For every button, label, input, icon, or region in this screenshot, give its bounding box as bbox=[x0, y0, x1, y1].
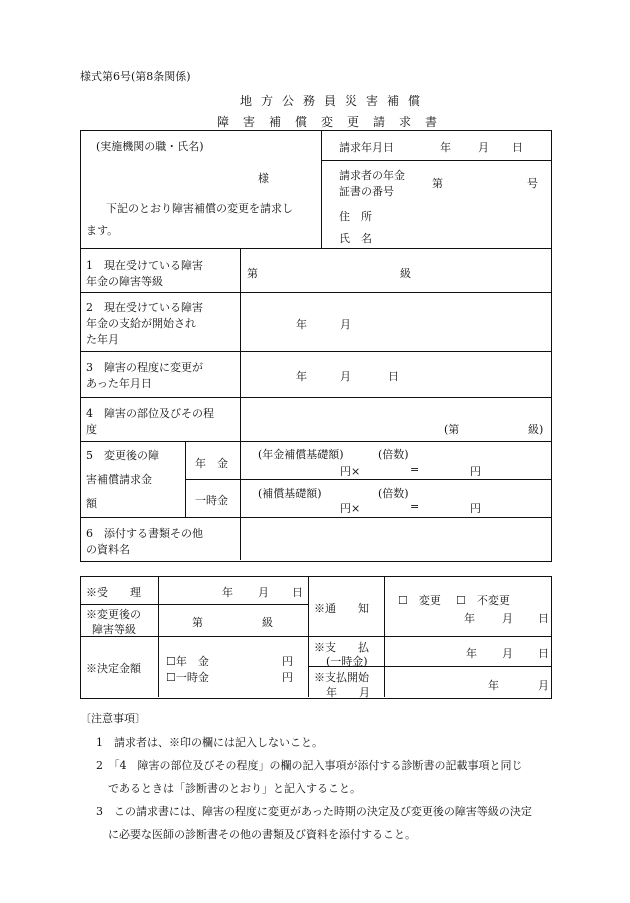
receipt-label: ※受 理 bbox=[86, 586, 141, 599]
grade-label: ※変更後の bbox=[86, 608, 141, 621]
item5-en1: 円 bbox=[470, 465, 481, 478]
institution-label: (実施機関の職・氏名) bbox=[96, 140, 204, 153]
item1-label: 1 現在受けている障害 bbox=[86, 259, 203, 272]
item4-label-2: 度 bbox=[86, 423, 97, 436]
decision-label: ※決定金額 bbox=[86, 662, 141, 675]
note-2-cont: であるときは「診断書のとおり」と記入すること。 bbox=[108, 782, 361, 795]
notice-label: ※通 知 bbox=[314, 602, 369, 615]
request-date-year: 年 bbox=[440, 141, 451, 154]
item5-label-3: 額 bbox=[86, 497, 97, 510]
item5-en-x2: 円× bbox=[340, 502, 361, 515]
item4-label: 4 障害の部位及びその程 bbox=[86, 407, 214, 420]
note-3: 3 この請求書には、障害の程度に変更があった時期の決定及び変更後の障害等級の決定 bbox=[96, 805, 532, 818]
item5-nenkin: 年 金 bbox=[195, 457, 228, 470]
pension-cert-label: 請求者の年金 bbox=[339, 169, 405, 182]
item4-kyu: 級) bbox=[528, 423, 544, 436]
cert-go: 号 bbox=[527, 177, 538, 190]
item2-year: 年 bbox=[296, 318, 307, 331]
request-text-end: ます。 bbox=[86, 224, 119, 237]
notice-nochange-checkbox[interactable]: ☐ 不変更 bbox=[456, 594, 510, 607]
item5-eq1: = bbox=[410, 463, 420, 476]
item5-ichiji: 一時金 bbox=[195, 494, 228, 507]
decision-nenkin-checkbox[interactable]: ☐年 金 bbox=[166, 655, 209, 668]
item5-en2: 円 bbox=[470, 502, 481, 515]
item6-label-2: の資料名 bbox=[86, 543, 130, 556]
item5-en-x1: 円× bbox=[340, 465, 361, 478]
item2-label-2: 年金の支給が開始され bbox=[86, 317, 196, 330]
item1-kyu: 級 bbox=[400, 267, 411, 280]
item4-dai: (第 bbox=[444, 423, 460, 436]
address-label: 住 所 bbox=[339, 210, 372, 223]
decision-ichiji-checkbox[interactable]: ☐一時金 bbox=[166, 671, 209, 684]
request-date-label: 請求年月日 bbox=[339, 141, 394, 154]
item2-label: 2 現在受けている障害 bbox=[86, 301, 203, 314]
item5-eq2: = bbox=[410, 500, 420, 513]
receipt-day: 日 bbox=[292, 586, 303, 599]
decision-nenkin-yen: 円 bbox=[282, 655, 293, 668]
form-number: 様式第6号(第8条関係) bbox=[80, 70, 191, 83]
item5-bai1: (倍数) bbox=[378, 448, 409, 461]
decision-ichiji-yen: 円 bbox=[282, 671, 293, 684]
item3-year: 年 bbox=[296, 370, 307, 383]
receipt-year: 年 bbox=[222, 586, 233, 599]
name-label: 氏 名 bbox=[339, 232, 372, 245]
sama-label: 様 bbox=[258, 172, 269, 185]
item5-bai2: (倍数) bbox=[378, 487, 409, 500]
form-title-line1: 地方公務員災害補償 bbox=[240, 94, 430, 108]
item2-month: 月 bbox=[340, 318, 351, 331]
notice-month: 月 bbox=[502, 612, 513, 625]
receipt-month: 月 bbox=[258, 586, 269, 599]
item1-dai: 第 bbox=[247, 267, 258, 280]
payment-start-year: 年 bbox=[488, 679, 499, 692]
grade-label-2: 障害等級 bbox=[92, 623, 136, 636]
item5-label: 5 変更後の障 bbox=[86, 449, 159, 462]
payment-start-month: 月 bbox=[538, 679, 549, 692]
request-date-month: 月 bbox=[478, 141, 489, 154]
form-title-line2: 障害補償変更請求書 bbox=[217, 115, 452, 129]
request-date-day: 日 bbox=[512, 141, 523, 154]
grade-dai: 第 bbox=[192, 616, 203, 629]
pension-cert-label-2: 証書の番号 bbox=[339, 185, 394, 198]
cert-dai: 第 bbox=[432, 177, 443, 190]
notice-change-checkbox[interactable]: ☐ 変更 bbox=[398, 594, 441, 607]
grade-kyu: 級 bbox=[262, 616, 273, 629]
item5-base1: (年金補償基礎額) bbox=[258, 448, 344, 461]
payment-year: 年 bbox=[466, 647, 477, 660]
request-text: 下記のとおり障害補償の変更を請求し bbox=[106, 202, 293, 215]
item3-month: 月 bbox=[340, 370, 351, 383]
item3-label: 3 障害の程度に変更が bbox=[86, 361, 203, 374]
payment-start-label-2: 年 月 bbox=[326, 686, 370, 699]
note-3-cont: に必要な医師の診断書その他の書類及び資料を添付すること。 bbox=[108, 828, 416, 841]
payment-label-2: (一時金) bbox=[326, 655, 368, 668]
payment-start-label: ※支払開始 bbox=[314, 671, 369, 684]
payment-month: 月 bbox=[502, 647, 513, 660]
notice-day: 日 bbox=[538, 612, 549, 625]
item6-label: 6 添付する書類その他 bbox=[86, 527, 203, 540]
item2-label-3: た年月 bbox=[86, 333, 119, 346]
note-1: 1 請求者は、※印の欄には記入しないこと。 bbox=[96, 736, 323, 749]
notes-heading: 〔注意事項〕 bbox=[80, 712, 146, 725]
item1-label-2: 年金の障害等級 bbox=[86, 275, 163, 288]
item3-label-2: あった年月日 bbox=[86, 377, 152, 390]
payment-label: ※支 払 bbox=[314, 641, 369, 654]
payment-day: 日 bbox=[538, 647, 549, 660]
item5-label-2: 害補償請求金 bbox=[86, 473, 152, 486]
note-2: 2 「4 障害の部位及びその程度」の欄の記入事項が添付する診断書の記載事項と同じ bbox=[96, 759, 523, 772]
notice-year: 年 bbox=[464, 612, 475, 625]
item3-day: 日 bbox=[388, 370, 399, 383]
item5-base2: (補償基礎額) bbox=[258, 487, 322, 500]
